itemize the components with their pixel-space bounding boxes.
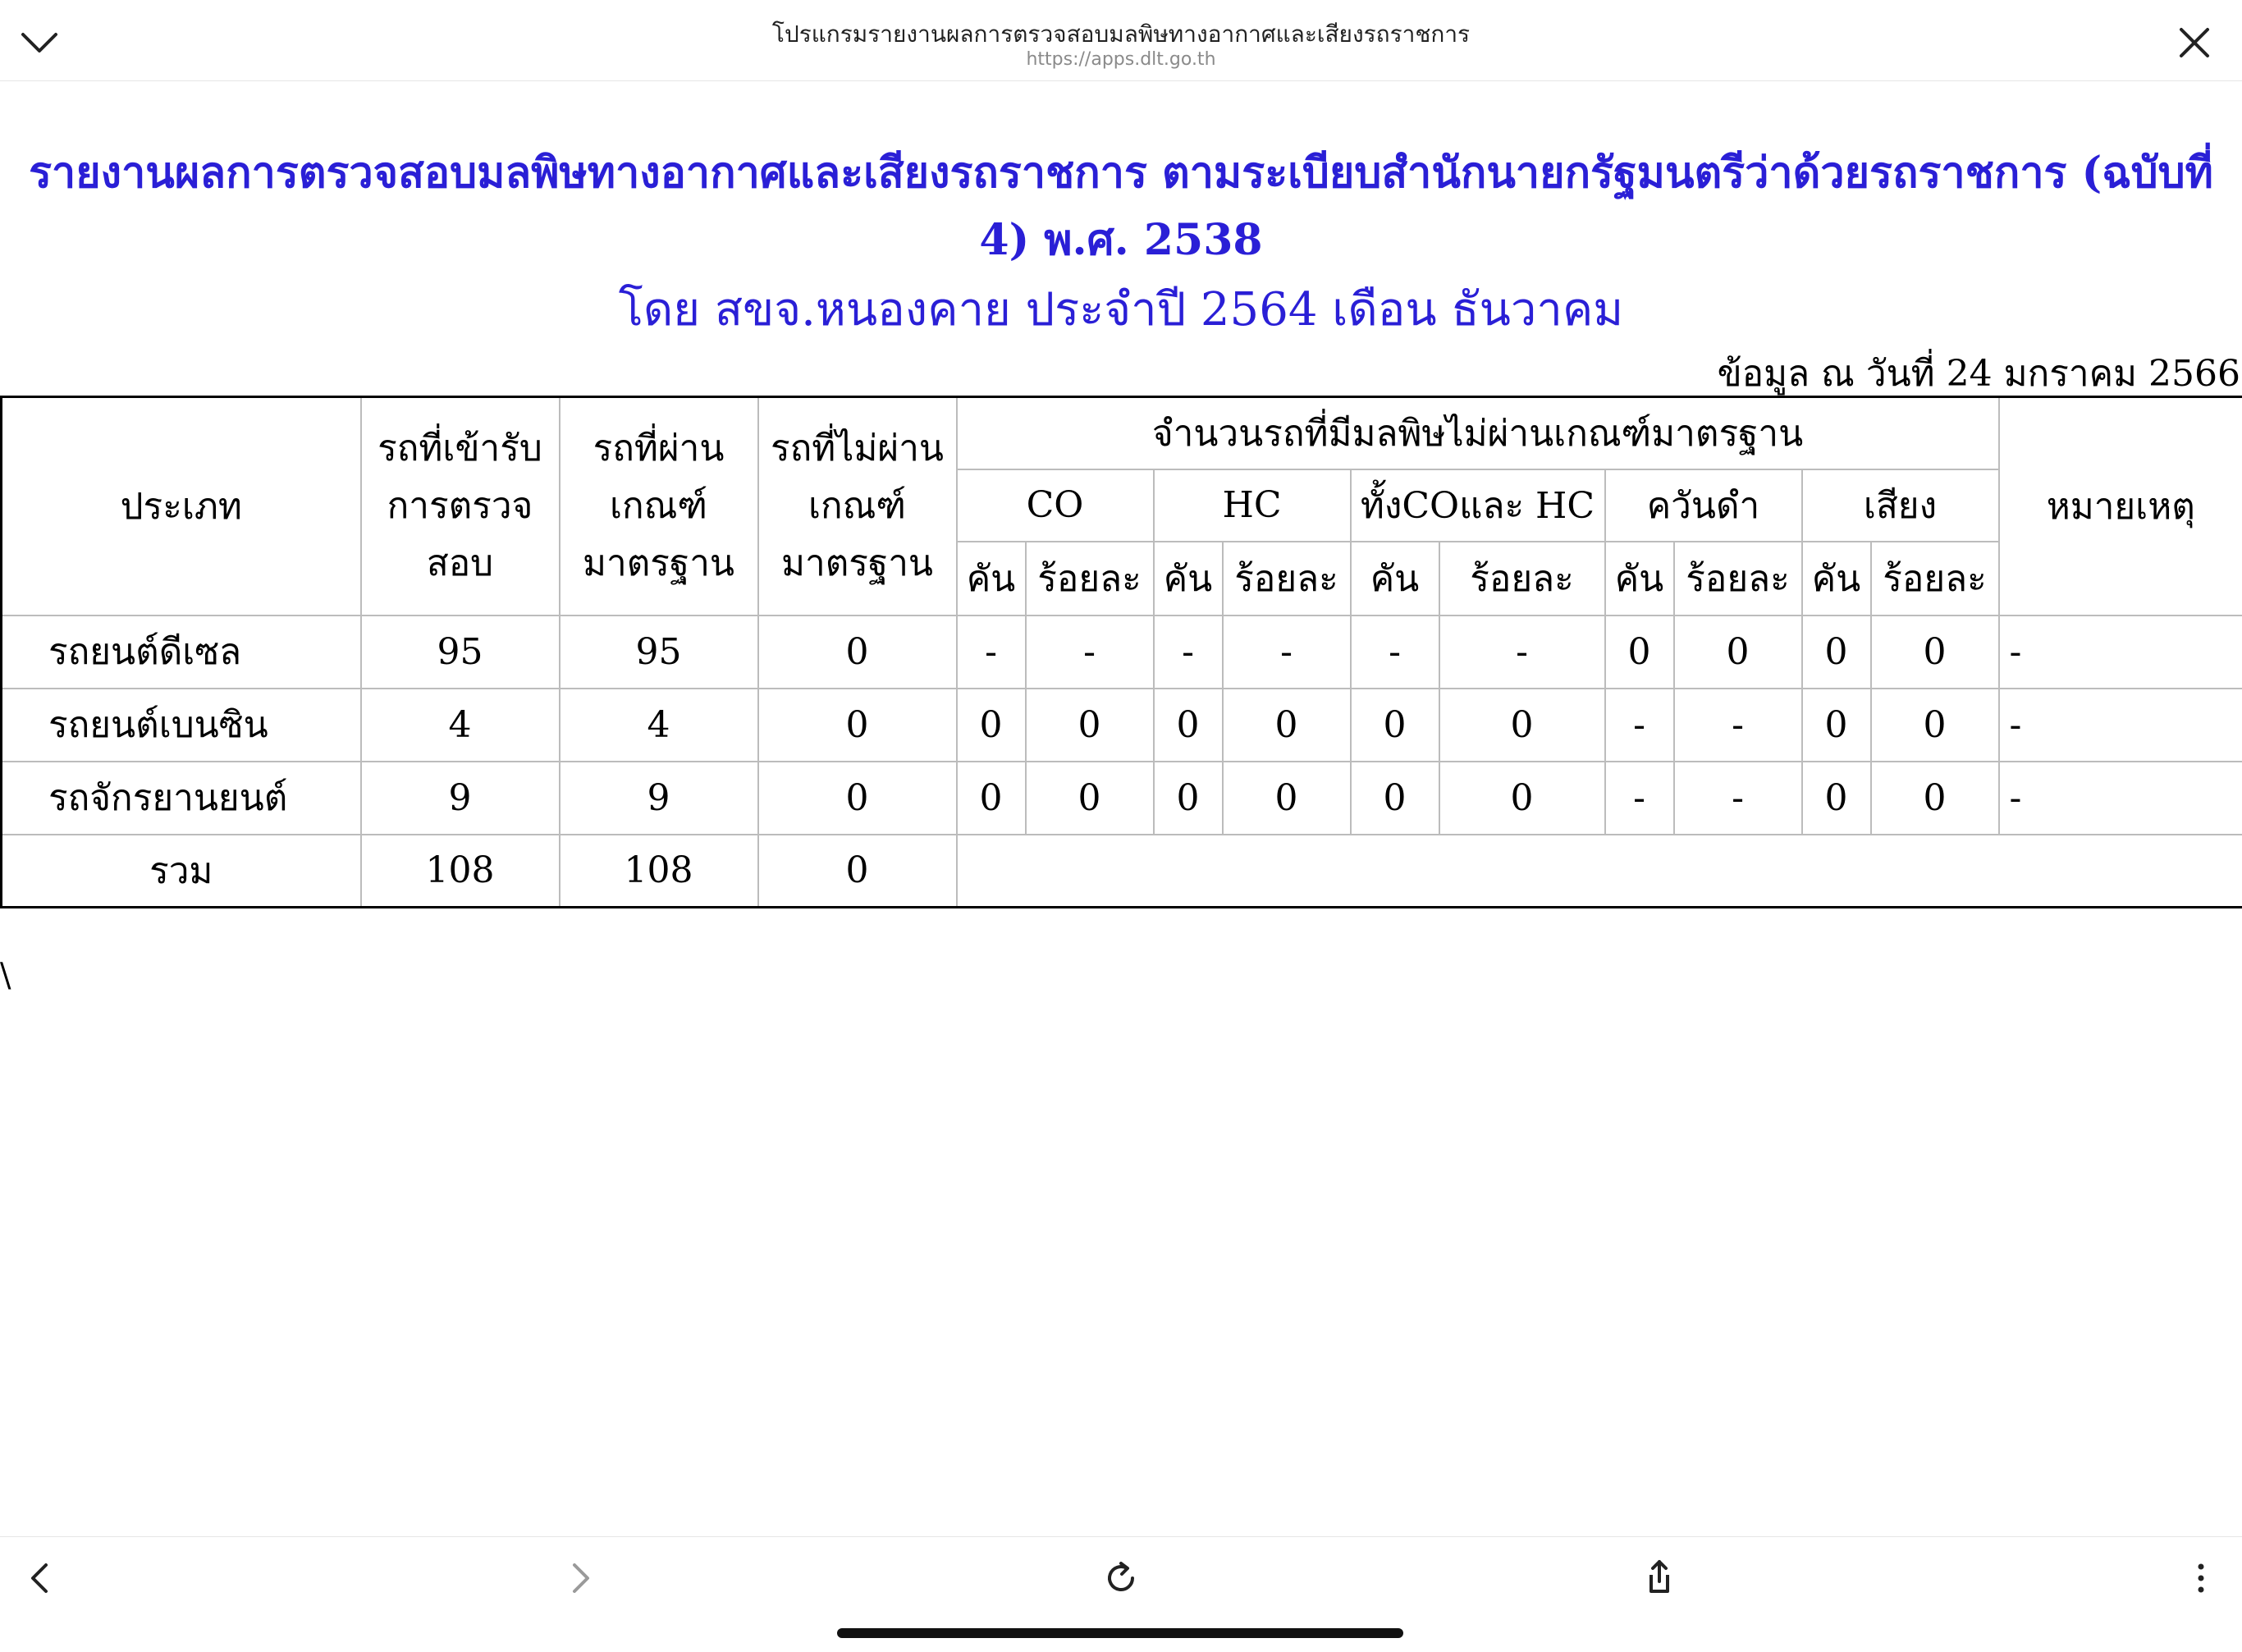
header-type: ประเภท: [2, 397, 361, 615]
row-both-count: 0: [1351, 762, 1439, 835]
row-co-count: 0: [957, 689, 1026, 762]
header-failed: รถที่ไม่ผ่านเกณฑ์มาตรฐาน: [758, 397, 957, 615]
report-subheading: โดย สขจ.หนองคาย ประจำปี 2564 เดือน ธันวาคม: [0, 272, 2242, 346]
total-label: รวม: [2, 835, 361, 908]
table-row: [2, 689, 2242, 762]
header-co-and-hc: ทั้งCOและ HC: [1351, 469, 1605, 542]
browser-url: https://apps.dlt.go.th: [0, 49, 2242, 70]
row-co-percent: 0: [1026, 689, 1154, 762]
total-passed: 108: [560, 835, 758, 908]
row-inspected: 9: [361, 762, 560, 835]
browser-top-bar: [0, 0, 2242, 81]
row-type: รถจักรยานยนต์: [2, 762, 361, 835]
row-noise-percent: 0: [1871, 689, 1999, 762]
row-hc-count: -: [1154, 615, 1223, 689]
row-smoke-percent: 0: [1674, 615, 1802, 689]
report-heading: รายงานผลการตรวจสอบมลพิษทางอากาศและเสียงรถราชการ ตามระเบียบสำนักนายกรัฐมนตรีว่าด้วยรถราชการ (ฉบับที่ 4) พ.ศ. 2538: [8, 140, 2234, 274]
row-noise-count: 0: [1802, 689, 1871, 762]
row-noise-count: 0: [1802, 762, 1871, 835]
row-remark: -: [1999, 689, 2242, 762]
header-hc: HC: [1154, 469, 1351, 542]
home-indicator[interactable]: [837, 1628, 1403, 1638]
unit-percent-co: ร้อยละ: [1026, 542, 1154, 615]
total-empty-cell: [957, 835, 2242, 908]
unit-count-both: คัน: [1351, 542, 1439, 615]
row-hc-percent: 0: [1223, 762, 1351, 835]
close-icon[interactable]: [2178, 26, 2211, 59]
unit-count-co: คัน: [957, 542, 1026, 615]
row-both-count: 0: [1351, 689, 1439, 762]
row-both-count: -: [1351, 615, 1439, 689]
row-both-percent: -: [1439, 615, 1605, 689]
header-co: CO: [957, 469, 1154, 542]
table-row: [2, 762, 2242, 835]
unit-percent-noise: ร้อยละ: [1871, 542, 1999, 615]
row-noise-count: 0: [1802, 615, 1871, 689]
back-icon[interactable]: [16, 1554, 66, 1603]
unit-count-hc: คัน: [1154, 542, 1223, 615]
browser-page-title: โปรแกรมรายงานผลการตรวจสอบมลพิษทางอากาศและเสียงรถราชการ: [0, 16, 2242, 53]
row-co-count: 0: [957, 762, 1026, 835]
total-row: [2, 835, 2242, 908]
row-inspected: 95: [361, 615, 560, 689]
row-hc-percent: -: [1223, 615, 1351, 689]
total-inspected: 108: [361, 835, 560, 908]
row-smoke-count: -: [1605, 762, 1674, 835]
data-as-of: ข้อมูล ณ วันที่ 24 มกราคม 2566: [1718, 345, 2240, 402]
stray-character: \: [0, 957, 11, 995]
row-failed: 0: [758, 689, 957, 762]
row-co-percent: -: [1026, 615, 1154, 689]
unit-percent-smoke: ร้อยละ: [1674, 542, 1802, 615]
share-icon[interactable]: [1635, 1554, 1684, 1603]
unit-count-smoke: คัน: [1605, 542, 1674, 615]
row-both-percent: 0: [1439, 689, 1605, 762]
header-black-smoke: ควันดำ: [1605, 469, 1802, 542]
row-co-count: -: [957, 615, 1026, 689]
unit-percent-both: ร้อยละ: [1439, 542, 1605, 615]
report-table: [0, 396, 2242, 908]
header-inspected: รถที่เข้ารับการตรวจสอบ: [361, 397, 560, 615]
row-hc-percent: 0: [1223, 689, 1351, 762]
table-row: [2, 615, 2242, 689]
row-noise-percent: 0: [1871, 762, 1999, 835]
row-inspected: 4: [361, 689, 560, 762]
row-hc-count: 0: [1154, 762, 1223, 835]
row-both-percent: 0: [1439, 762, 1605, 835]
header-remarks: หมายเหตุ: [1999, 397, 2242, 615]
row-remark: -: [1999, 762, 2242, 835]
total-failed: 0: [758, 835, 957, 908]
header-passed: รถที่ผ่านเกณฑ์มาตรฐาน: [560, 397, 758, 615]
row-type: รถยนต์เบนซิน: [2, 689, 361, 762]
reload-icon[interactable]: [1096, 1554, 1146, 1603]
row-passed: 95: [560, 615, 758, 689]
header-pollution-group: จำนวนรถที่มีมลพิษไม่ผ่านเกณฑ์มาตรฐาน: [957, 397, 1999, 469]
row-hc-count: 0: [1154, 689, 1223, 762]
row-passed: 4: [560, 689, 758, 762]
header-noise: เสียง: [1802, 469, 1999, 542]
row-smoke-percent: -: [1674, 762, 1802, 835]
row-type: รถยนต์ดีเซล: [2, 615, 361, 689]
row-co-percent: 0: [1026, 762, 1154, 835]
unit-count-noise: คัน: [1802, 542, 1871, 615]
row-smoke-count: -: [1605, 689, 1674, 762]
row-remark: -: [1999, 615, 2242, 689]
more-icon[interactable]: [2176, 1554, 2226, 1603]
unit-percent-hc: ร้อยละ: [1223, 542, 1351, 615]
row-smoke-percent: -: [1674, 689, 1802, 762]
forward-icon[interactable]: [555, 1554, 604, 1603]
row-noise-percent: 0: [1871, 615, 1999, 689]
row-failed: 0: [758, 762, 957, 835]
row-smoke-count: 0: [1605, 615, 1674, 689]
row-passed: 9: [560, 762, 758, 835]
row-failed: 0: [758, 615, 957, 689]
